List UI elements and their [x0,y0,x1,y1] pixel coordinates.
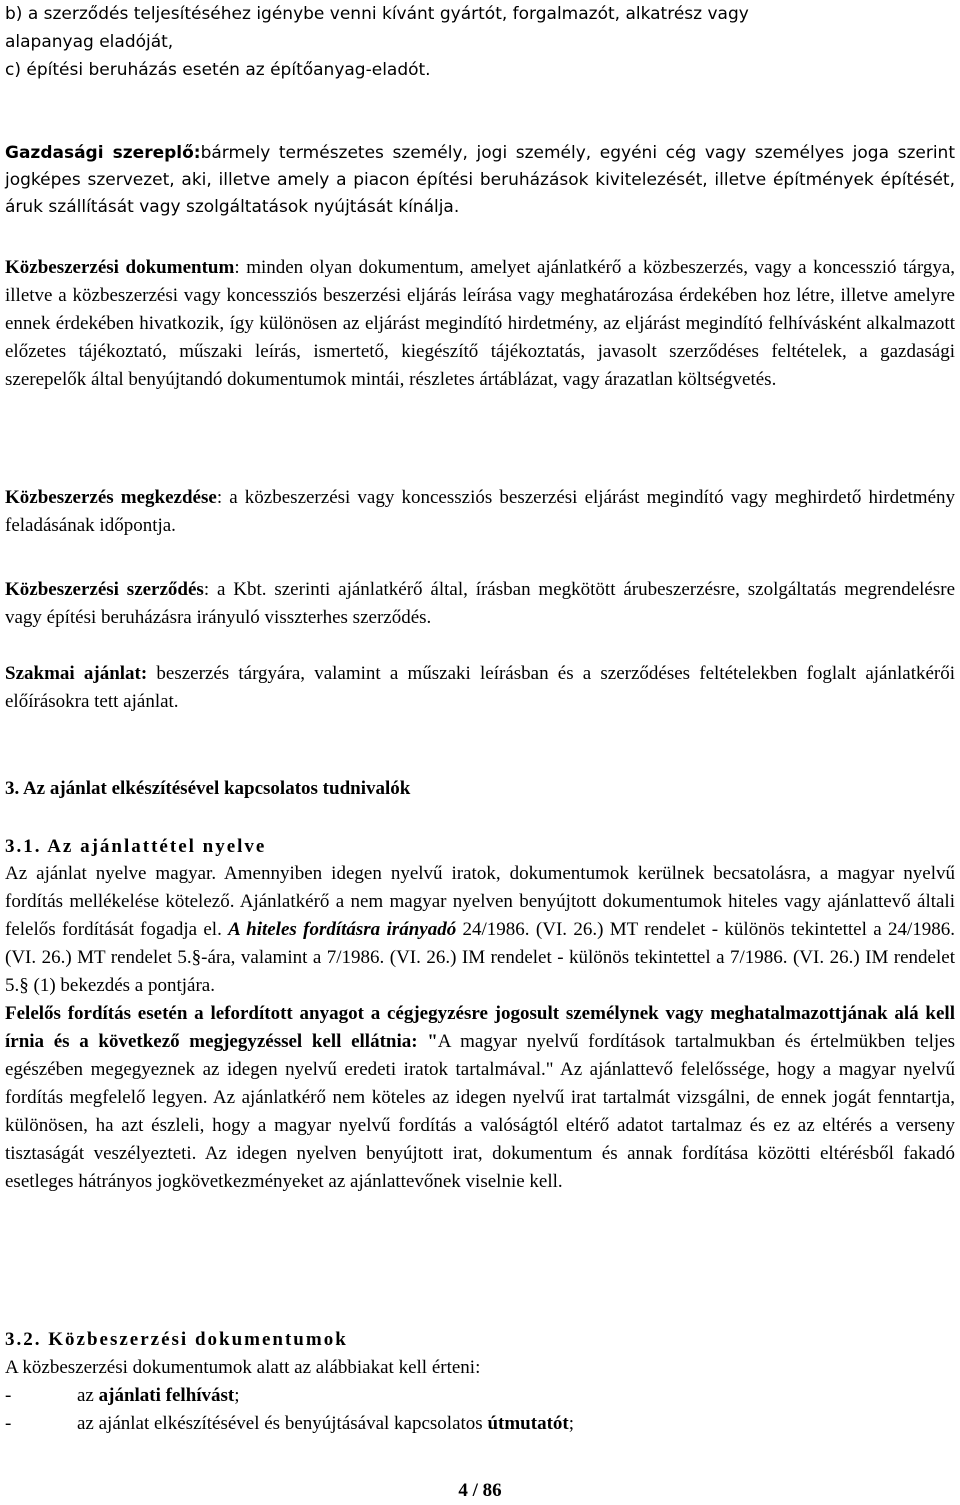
term-gazdasagi-szereplo: Gazdasági szereplő: [5,143,201,163]
section-3-1-heading: 3.1. Az ajánlattétel nyelve [5,836,267,857]
section-3-1-felelos-forditas [5,1000,955,1196]
intro-line-c: c) építési beruházás esetén az építőanyag-eladót. [5,60,431,80]
definition-szakmai-ajanlat [5,660,955,716]
list-item: - az ajánlati felhívást; [5,1382,955,1410]
page-number: 4 / 86 [458,1480,502,1501]
list-dash: - [5,1385,12,1406]
list-dash: - [5,1413,12,1434]
section-3-2-heading: 3.2. Közbeszerzési dokumentumok [5,1329,348,1350]
term-szakmai-ajanlat: Szakmai ajánlat: [5,663,148,684]
text-kozbeszerzesi-dokumentum: : minden olyan dokumentum, amelyet ajánlatkérő a közbeszerzés, vagy a koncesszió tárgya, illetve a közbeszerzési vagy koncessziós beszerzési eljárás leírása vagy meghatározása érdekében hoz létre, illetve amelyre ennek érdekében hivatkozik, így különösen az eljárást megindító hirdetmény, az eljárást megindító felhívásként alkalmazott előzetes tájékoztató, műszaki leírás, ismertető, kiegészítő tájékoztatás, javasolt szerződéses feltételek, a gazdasági szerepelők által benyújtandó dokumentumok mintái, részletes ártáblázat, vagy árazatlan költségvetés. [5,257,955,390]
definition-kozbeszerzesi-dokumentum [5,254,955,394]
section-3-1-bold-text: Felelős fordítás esetén a lefordított anyagot a cégjegyzésre jogosult személynek vagy meghatalmazottjának alá kell írnia és a következő megjegyzéssel kell ellátnia: " [5,1003,955,1052]
term-kozbeszerzesi-dokumentum: Közbeszerzési dokumentum [5,257,235,278]
text-szakmai-ajanlat: beszerzés tárgyára, valamint a műszaki leírásban és a szerződéses feltételekben foglalt ajánlatkérői előírásokra tett ajánlat. [5,663,956,712]
intro-block [5,0,955,84]
text-kozbeszerzes-megkezdese: : a közbeszerzési vagy koncessziós beszerzési eljárást megindító vagy meghirdető hirdetmény feladásának időpontja. [5,487,956,536]
section-3-1-text-3: A magyar nyelvű fordítások tartalmukban és értelmükben teljes egészében megegyeznek az idegen nyelvű eredeti iratok tartalmával." Az ajánlattevő felelőssége, hogy a magyar nyelvű fordítás megfelelő legyen. Az ajánlatkérő nem köteles az idegen nyelvű irat tartalmát vizsgálni, de ennek jogát fenntartja, különösen, ha azt észleli, hogy a magyar nyelvű fordítás a valóságtól eltérő adatot tartalmaz és ez az eltérés a verseny tisztaságát veszélyezteti. Az idegen nyelven benyújtott irat, dokumentum és annak fordítása közötti eltérésből fakadó esetleges hátrányos jogkövetkezményeket az ajánlattevőnek viselnie kell. [5,1031,955,1192]
section-3-1-italic-note: A hiteles fordításra irányadó [228,919,457,940]
text-kozbeszerzesi-szerzodes: : a Kbt. szerinti ajánlatkérő által, írásban megkötött árubeszerzésre, szolgáltatás megrendelésre vagy építési beruházásra irányuló visszterhes szerződés. [5,579,956,628]
definition-kozbeszerzes-megkezdese [5,484,955,540]
section-3-2-intro: A közbeszerzési dokumentumok alatt az alábbiakat kell érteni: [5,1357,481,1378]
intro-line-b2: alapanyag eladóját, [5,32,174,52]
section-3-1-text-1: Az ajánlat nyelve magyar. Amennyiben idegen nyelvű iratok, dokumentumok kerülnek becsatolásra, a magyar nyelvű fordítás mellékelése kötelező. Ajánlatkérő a nem magyar nyelven benyújtott dokumentumok hiteles vagy ajánlattevő általi felelős fordítását fogadja el. [5,863,955,940]
definition-kozbeszerzesi-szerzodes [5,576,955,632]
term-kozbeszerzesi-szerzodes: Közbeszerzési szerződés [5,579,204,600]
section-3-1-text-2: 24/1986. (VI. 26.) MT rendelet - különös tekintettel a 24/1986. (VI. 26.) MT rendelet 5.§-ára, valamint a 7/1986. (VI. 26.) IM rendelet - különös tekintettel a 7/1986. (VI. 26.) IM rendelet 5.§ (1) bekezdés a pontjára. [5,919,956,996]
section-3-heading: 3. Az ajánlat elkészítésével kapcsolatos tudnivalók [5,778,411,799]
list-item: - az ajánlat elkészítésével és benyújtásával kapcsolatos útmutatót; [5,1410,955,1438]
section-3-1-paragraph [5,860,955,1000]
text-gazdasagi-szereplo: bármely természetes személy, jogi személy, egyéni cég vagy személyes joga szerint jogképes szervezet, aki, illetve amely a piacon építési beruházások kivitelezését, illetve építmények építését, áruk szállítását vagy szolgáltatások nyújtását kínálja. [5,143,955,217]
intro-line-b: b) a szerződés teljesítéséhez igénybe venni kívánt gyártót, forgalmazót, alkatrész vagy [5,4,749,24]
definition-gazdasagi-szereplo [5,140,955,221]
section-3-2-list [5,1382,955,1438]
section-3-1-body [5,860,955,1196]
term-kozbeszerzes-megkezdese: Közbeszerzés megkezdése [5,487,217,508]
